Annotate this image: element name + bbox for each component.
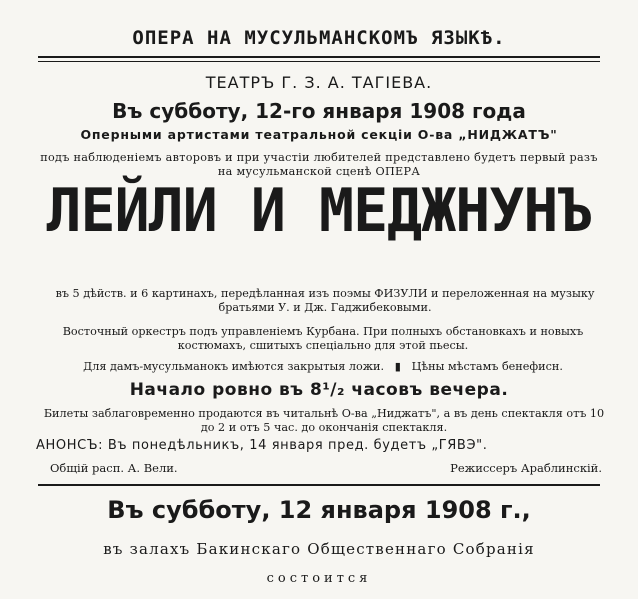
ladies-prices-line <box>32 360 614 373</box>
hall-line: въ залахъ Бакинскаго Общественнаго Собранія <box>103 540 535 558</box>
credits-line <box>50 461 602 475</box>
acts-text: въ 5 дѣйств. и 6 картинахъ, передѣланная изъ поэмы ФИЗУЛИ и переложенная на музыку братьями У. и Дж. Гаджибековыми. <box>55 287 595 314</box>
manager-credit: Общій расп. А. Вели. <box>50 461 178 475</box>
performance-date: Въ субботу, 12-го января 1908 года <box>112 99 526 123</box>
director-credit: Режиссеръ Араблинскій. <box>450 461 602 475</box>
ladies-text: Для дамъ-мусульманокъ имѣются закрытыя ложи. <box>83 360 385 373</box>
announcement <box>36 438 612 453</box>
artists-line: Оперными артистами театральной секціи О-ва „НИДЖАТЪ" <box>80 127 558 142</box>
announcement-text: Въ понедѣльникъ, 14 января пред. будетъ „ГЯВЭ". <box>107 438 488 453</box>
prices-text: Цѣны мѣстамъ бенефисн. <box>411 360 563 373</box>
top-rule-thin <box>38 61 600 62</box>
intro-text: подъ наблюденіемъ авторовъ и при участіи любителей представлено будетъ первый разъ на мусульманской сценѣ ОПЕРА <box>40 151 598 178</box>
tickets-text: Билеты заблаговременно продаются въ читальнѣ О-ва „Ниджатъ", а въ день спектакля отъ 10 до 2 и отъ 5 час. до окончанія спектакля. <box>43 407 605 434</box>
poster-title: ОПЕРА НА МУСУЛЬМАНСКОМЪ ЯЗЫКѢ. <box>132 27 506 49</box>
announcement-label: АНОНСЪ: <box>36 438 104 453</box>
second-date: Въ субботу, 12 января 1908 г., <box>107 496 531 524</box>
will-take-place: состоится <box>266 571 372 586</box>
top-rule-thick <box>38 56 600 58</box>
theatre-name: ТЕАТРЪ Г. З. А. ТАГІЕВА. <box>205 73 433 92</box>
orchestra-text: Восточный оркестръ подъ управленіемъ Курбана. При полныхъ обстановкахъ и новыхъ костюмахъ, сшитыхъ спеціально для этой пьесы. <box>62 325 584 352</box>
middle-rule <box>38 484 600 486</box>
separator-mark: ▮ <box>387 360 409 373</box>
start-time: Начало ровно въ 8¹/₂ часовъ вечера. <box>129 380 509 400</box>
opera-name: ЛЕЙЛИ И МЕДЖНУНЪ <box>46 176 592 246</box>
